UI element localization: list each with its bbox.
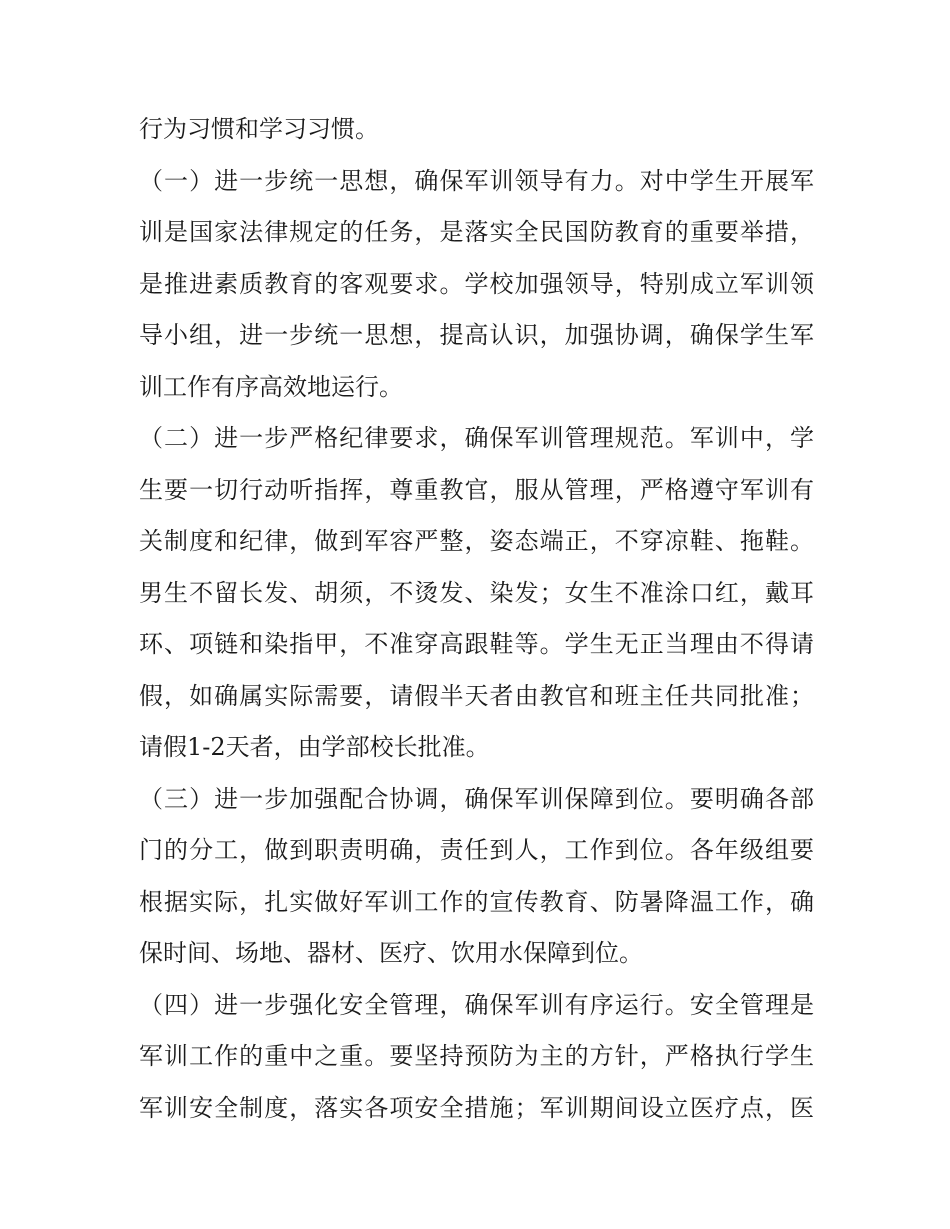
text-line: 生要一切行动听指挥，尊重教官，服从管理，严格遵守军训有 (139, 475, 814, 504)
text-line: 训工作有序高效地运行。 (139, 372, 403, 401)
text-line: 军训安全制度，落实各项安全措施；军训期间设立医疗点，医 (139, 1093, 814, 1122)
text-line: 关制度和纪律，做到军容严整，姿态端正，不穿凉鞋、拖鞋。 (139, 527, 814, 555)
text-line: （三）进一步加强配合协调，确保军训保障到位。要明确各部 (139, 784, 814, 813)
text-line: 门的分工，做到职责明确，责任到人，工作到位。各年级组要 (139, 836, 814, 864)
text-line: 假，如确属实际需要，请假半天者由教官和班主任共同批准； (139, 681, 814, 710)
text-line: 是推进素质教育的客观要求。学校加强领导，特别成立军训领 (139, 269, 814, 298)
text-line: 军训工作的重中之重。要坚持预防为主的方针，严格执行学生 (139, 1042, 814, 1070)
text-line: 导小组，进一步统一思想，提高认识，加强协调，确保学生军 (139, 321, 814, 349)
body-text (139, 104, 814, 1134)
text-line: （四）进一步强化安全管理，确保军训有序运行。安全管理是 (139, 990, 814, 1019)
text-line: 训是国家法律规定的任务，是落实全民国防教育的重要举措， (139, 218, 814, 246)
text-line: 环、项链和染指甲，不准穿高跟鞋等。学生无正当理由不得请 (139, 630, 814, 658)
text-line: 男生不留长发、胡须，不烫发、染发；女生不准涂口红，戴耳 (139, 578, 814, 607)
text-line: （一）进一步统一思想，确保军训领导有力。对中学生开展军 (139, 166, 814, 195)
text-line: 行为习惯和学习习惯。 (139, 115, 379, 143)
text-line: 保时间、场地、器材、医疗、饮用水保障到位。 (139, 939, 643, 967)
text-line: 请假1-2天者，由学部校长批准。 (139, 733, 490, 761)
text-line: 根据实际，扎实做好军训工作的宣传教育、防暑降温工作，确 (139, 887, 814, 916)
text-line: （二）进一步严格纪律要求，确保军训管理规范。军训中，学 (139, 424, 814, 452)
